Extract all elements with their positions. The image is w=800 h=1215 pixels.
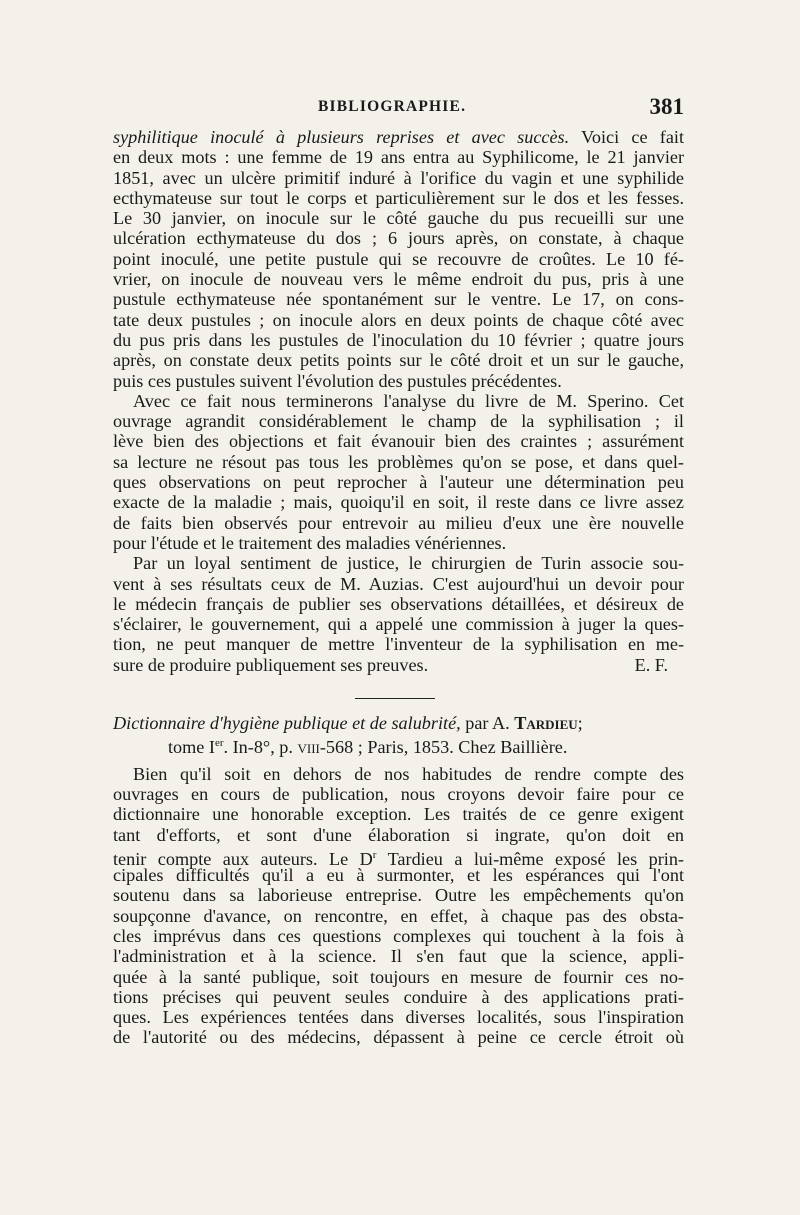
text-line: l'administration et à la science. Il s'en faut que la science, appli- [113,946,684,967]
text-line: lève bien des objections et fait évanouir bien des craintes ; assurément [113,431,684,452]
text-line: tion, ne peut manquer de mettre l'inventeur de la syphilisation en me- [113,634,684,655]
review-signature: E. F. [634,654,668,675]
review-title-line: Dictionnaire d'hygiène publique et de salubrité, par A. Tardieu; [113,713,583,734]
text-line: de l'autorité ou des médecins, dépassent à peine ce cercle étroit où [113,1027,684,1048]
text-line: du pus pris dans les pustules de l'inoculation du 10 février ; quatre jours [113,329,684,350]
text-line: s'éclairer, le gouvernement, qui a appelé une commission à juger la ques- [113,614,684,635]
text-line: 1851, avec un ulcère primitif induré à l'orifice du vagin et une syphilide [113,167,684,188]
review-1-paragraph-3 [113,553,684,675]
text-line: ecthymateuse sur tout le corps et particulièrement sur le dos et les fesses. [113,187,684,208]
text-line: pustule ecthymateuse née spontanément sur le ventre. Le 17, on cons- [113,289,684,310]
text-line: ques observations on peut reprocher à l'auteur une détermination peu [113,472,684,493]
text-line: cipales difficultés qu'il a eu à surmonter, et les espérances qui l'ont [113,865,684,886]
text-line: Avec ce fait nous terminerons l'analyse du livre de M. Sperino. Cet [133,390,684,411]
review-1-paragraph-2 [113,391,684,553]
text-line: cles imprévus dans ces questions complexes qui touchent à la fois à [113,925,684,946]
text-line: vent à ses résultats ceux de M. Auzias. C'est aujourd'hui un devoir pour [113,573,684,594]
text-line: exacte de la maladie ; mais, quoiqu'il en soit, il reste dans ce livre assez [113,492,684,513]
text-line: Par un loyal sentiment de justice, le chirurgien de Turin associe sou- [133,553,684,574]
text-line: dictionnaire une honorable exception. Les traités de ce genre exigent [113,804,684,825]
text-line: point inoculé, une petite pustule qui se recouvre de croûtes. Le 10 fé- [113,248,684,269]
running-title: BIBLIOGRAPHIE. [318,98,467,115]
text-line: sa lecture ne résout pas tous les problèmes qu'on se pose, et dans quel- [113,451,684,472]
author-name: Tardieu [514,713,578,734]
text-line: pour l'étude et le traitement des maladies vénériennes. [113,532,507,553]
text-line: puis ces pustules suivent l'évolution des pustules précédentes. [113,370,562,391]
review-publication-line: tome Ier. In-8°, p. viii-568 ; Paris, 1853. Chez Baillière. [168,737,568,758]
page-body [113,127,684,1048]
text-line: syphilitique inoculé à plusieurs reprises et avec succès. Voici ce fait [113,127,684,147]
text-line: soupçonne d'avance, on rencontre, en effet, à chaque pas des obsta- [113,905,684,926]
text-line: Bien qu'il soit en dehors de nos habitudes de rendre compte des [133,763,684,784]
text-line: ouvrages en cours de publication, nous croyons devoir faire pour ce [113,783,684,804]
text-line: ouvrage agrandit considérablement le champ de la syphilisation ; il [113,411,684,432]
review-1-paragraph-1 [113,127,684,391]
text-line: vrier, on inocule de nouveau vers le même endroit du pus, pris à une [113,269,684,290]
page-number: 381 [649,94,684,119]
text-line: tant d'efforts, et sont d'une élaboration si ingrate, qu'on doit en [113,824,684,845]
text-line: après, on constate deux petits points sur le côté droit et un sur le gauche, [113,350,684,371]
text-line: le médecin français de publier ses observations détaillées, et désireux de [113,593,684,614]
text-line: en deux mots : une femme de 19 ans entra au Syphilicome, le 21 janvier [113,147,684,168]
text-line: quée à la santé publique, soit toujours en mesure de fournir ces no- [113,966,684,987]
text-line: tenir compte aux auteurs. Le $D^r$ Tardieu a lui-même exposé les prin- [113,848,684,869]
page-header [110,94,684,124]
text-line: sure de produire publiquement ses preuves. E. F. [113,654,668,675]
review-2-heading [113,713,684,758]
text-line: tions précises qui peuvent seules conduire à des applications prati- [113,986,684,1007]
text-line: ques. Les expériences tentées dans diverses localités, sous l'inspiration [113,1007,684,1028]
review-2-paragraph-1 [113,764,684,1048]
section-divider [355,698,435,699]
text-line: de faits bien observés pour entrevoir au milieu d'eux une ère nouvelle [113,512,684,533]
text-line: Le 30 janvier, on inocule sur le côté gauche du pus recueilli sur une [113,208,684,229]
text-line: ulcération ecthymateuse du dos ; 6 jours après, on constate, à chaque [113,228,684,249]
text-line: tate deux pustules ; on inocule alors en deux points de chaque côté avec [113,309,684,330]
text-line: soutenu dans sa laborieuse entreprise. Outre les empêchements qu'on [113,885,684,906]
